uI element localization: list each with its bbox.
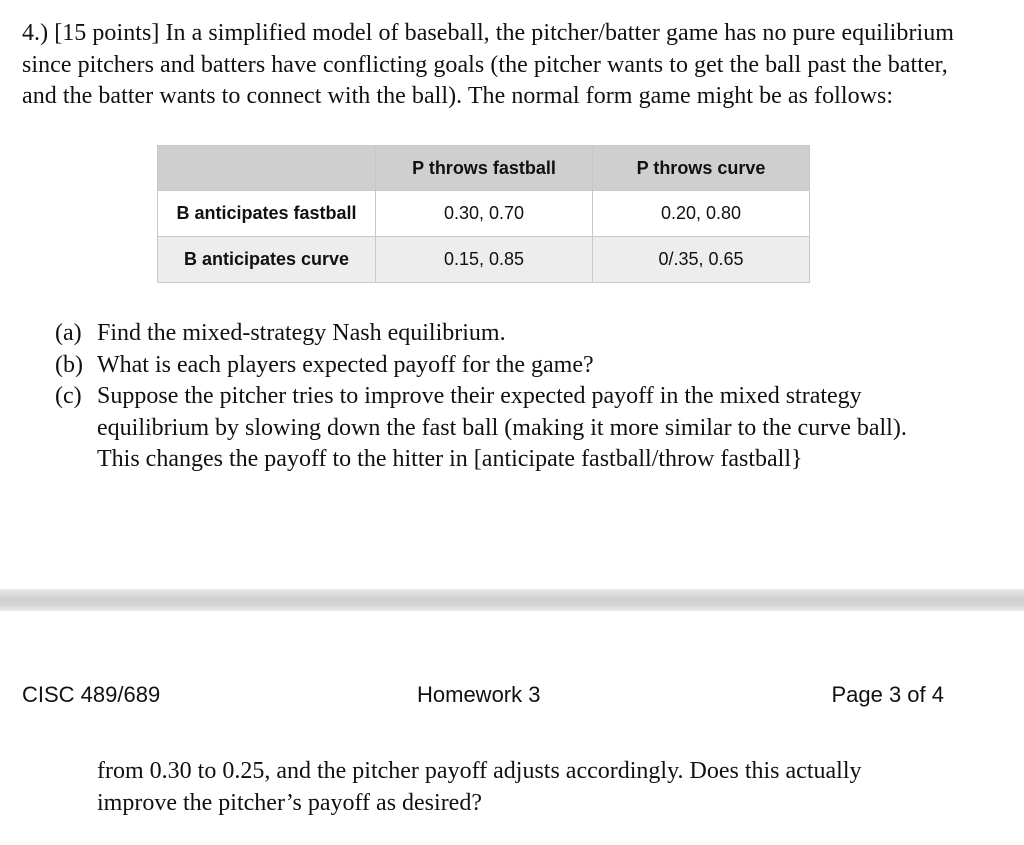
- page-break-divider: [0, 589, 1024, 611]
- subquestion-marker: (b): [55, 351, 83, 378]
- table-row: [158, 237, 810, 283]
- subquestion-text: What is each players expected payoff for the game?: [97, 351, 594, 378]
- footer-page-number: Page 3 of 4: [831, 682, 944, 707]
- subquestion-list: [55, 318, 955, 476]
- footer-title: Homework 3: [417, 682, 541, 707]
- subquestion-item: [55, 350, 955, 382]
- subquestion-text: Suppose the pitcher tries to improve their expected payoff in the mixed strategy equilibrium by slowing down the fast ball (making it more similar to the curve ball). This changes the payoff to the hitter in [anticipate fastball/throw fastball}: [97, 383, 907, 472]
- payoff-table: [157, 145, 810, 283]
- row-header: B anticipates curve: [158, 237, 376, 283]
- subquestion-item: [55, 318, 955, 350]
- footer-course: CISC 489/689: [22, 682, 161, 707]
- row-header: B anticipates fastball: [158, 191, 376, 237]
- payoff-cell: 0/.35, 0.65: [593, 237, 810, 283]
- subquestion-text: Find the mixed-strategy Nash equilibrium.: [97, 320, 506, 346]
- continuation-text: from 0.30 to 0.25, and the pitcher payoff adjusts accordingly. Does this actually improve the pitcher’s payoff as desired?: [97, 758, 862, 816]
- column-header: P throws fastball: [376, 146, 593, 191]
- subquestion-marker: (a): [55, 320, 82, 346]
- payoff-cell: 0.20, 0.80: [593, 191, 810, 237]
- column-header: P throws curve: [593, 146, 810, 191]
- table-row: [158, 191, 810, 237]
- payoff-cell: 0.30, 0.70: [376, 191, 593, 237]
- table-corner-cell: [158, 146, 376, 191]
- subquestion-marker: (c): [55, 383, 82, 409]
- payoff-cell: 0.15, 0.85: [376, 237, 593, 283]
- subquestion-item: [55, 381, 955, 476]
- question-intro: 4.) [15 points] In a simplified model of baseball, the pitcher/batter game has no pure equilibrium since pitchers and batters have conflicting goals (the pitcher wants to get the ball past the batter, and the batter wants to connect with the ball). The normal form game might be as follows:: [22, 20, 954, 109]
- table-header-row: [158, 146, 810, 191]
